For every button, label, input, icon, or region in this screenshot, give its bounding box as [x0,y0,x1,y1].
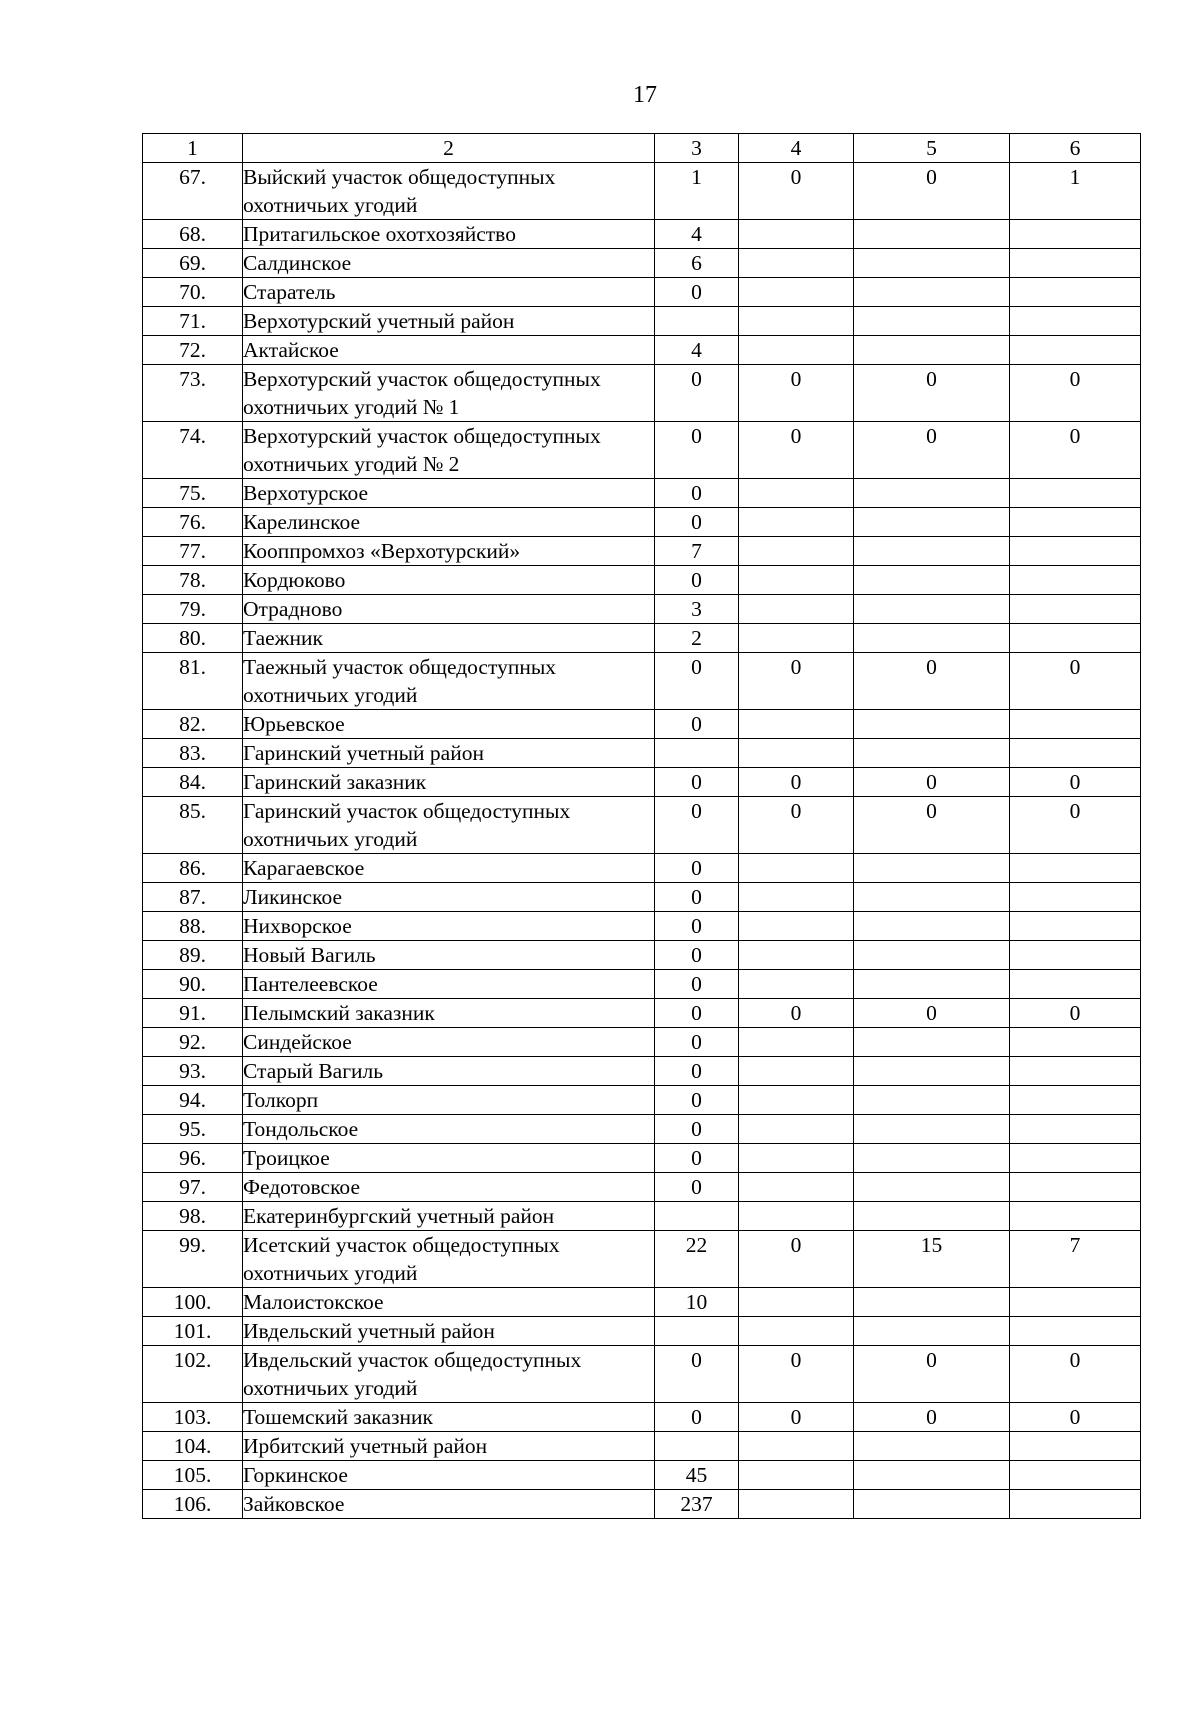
row-col-4 [739,1490,854,1519]
row-col-6 [1010,1115,1141,1144]
table-row [143,566,1141,595]
row-number: 93. [143,1057,243,1086]
row-col-4 [739,941,854,970]
row-col-3: 0 [655,710,739,739]
row-col-3: 0 [655,854,739,883]
row-col-6: 0 [1010,365,1141,422]
table-row [143,1432,1141,1461]
row-col-4 [739,1317,854,1346]
table-row [143,768,1141,797]
row-col-4 [739,624,854,653]
table-row [143,710,1141,739]
row-name: Ликинское [243,883,655,912]
row-number: 95. [143,1115,243,1144]
row-col-4 [739,1057,854,1086]
table-row [143,912,1141,941]
row-col-5 [854,854,1010,883]
row-col-6 [1010,1461,1141,1490]
table-row [143,1144,1141,1173]
row-number: 71. [143,307,243,336]
row-col-6 [1010,479,1141,508]
row-col-5 [854,249,1010,278]
row-col-6 [1010,1057,1141,1086]
row-name: Новый Вагиль [243,941,655,970]
row-col-4 [739,1202,854,1231]
row-col-3: 4 [655,336,739,365]
table-row [143,970,1141,999]
row-col-3: 0 [655,508,739,537]
table-row [143,624,1141,653]
row-col-5 [854,739,1010,768]
row-col-3: 0 [655,278,739,307]
row-col-4 [739,307,854,336]
row-col-5: 0 [854,163,1010,220]
row-col-5 [854,278,1010,307]
row-col-5 [854,970,1010,999]
table-row [143,941,1141,970]
table-row [143,1028,1141,1057]
row-col-3: 0 [655,365,739,422]
table-row [143,1231,1141,1288]
row-col-6 [1010,941,1141,970]
table-row [143,278,1141,307]
row-col-3 [655,307,739,336]
row-number: 94. [143,1086,243,1115]
row-number: 91. [143,999,243,1028]
row-number: 87. [143,883,243,912]
row-number: 84. [143,768,243,797]
row-col-3 [655,1432,739,1461]
table-row [143,537,1141,566]
row-name: Юрьевское [243,710,655,739]
row-name: Синдейское [243,1028,655,1057]
row-col-6 [1010,1144,1141,1173]
row-col-5 [854,1173,1010,1202]
row-col-3: 3 [655,595,739,624]
table-header-row [143,134,1141,163]
row-name: Тошемский заказник [243,1403,655,1432]
row-col-5: 15 [854,1231,1010,1288]
row-col-3: 0 [655,797,739,854]
row-name: Отрадново [243,595,655,624]
row-col-5 [854,1057,1010,1086]
table-row [143,883,1141,912]
row-name: Выйский участок общедоступных охотничьих угодий [243,163,655,220]
row-col-6 [1010,307,1141,336]
row-name: Верхотурский участок общедоступных охотничьих угодий № 1 [243,365,655,422]
row-number: 104. [143,1432,243,1461]
row-number: 77. [143,537,243,566]
row-name: Верхотурское [243,479,655,508]
table-row [143,1288,1141,1317]
row-col-6: 0 [1010,1403,1141,1432]
row-col-5 [854,220,1010,249]
row-number: 105. [143,1461,243,1490]
row-col-6 [1010,1432,1141,1461]
row-name: Троицкое [243,1144,655,1173]
row-name: Салдинское [243,249,655,278]
row-col-6 [1010,739,1141,768]
row-col-5 [854,508,1010,537]
row-col-3: 2 [655,624,739,653]
row-number: 99. [143,1231,243,1288]
row-col-6 [1010,278,1141,307]
row-col-6: 0 [1010,1346,1141,1403]
row-number: 90. [143,970,243,999]
row-col-4 [739,912,854,941]
table-row [143,1202,1141,1231]
row-name: Ивдельский учетный район [243,1317,655,1346]
row-col-6 [1010,508,1141,537]
row-col-4 [739,566,854,595]
table-row [143,999,1141,1028]
row-col-3: 4 [655,220,739,249]
header-col-4: 4 [739,134,854,163]
row-col-4 [739,1461,854,1490]
row-number: 103. [143,1403,243,1432]
row-col-4 [739,479,854,508]
row-col-3: 0 [655,1057,739,1086]
row-col-6 [1010,249,1141,278]
row-col-4: 0 [739,1231,854,1288]
row-col-6 [1010,1490,1141,1519]
row-col-4: 0 [739,163,854,220]
row-name: Актайское [243,336,655,365]
row-number: 82. [143,710,243,739]
row-number: 98. [143,1202,243,1231]
row-col-4: 0 [739,653,854,710]
row-name: Малоистокское [243,1288,655,1317]
row-col-5: 0 [854,768,1010,797]
row-col-5 [854,307,1010,336]
page-number: 17 [633,82,657,108]
row-col-4: 0 [739,1403,854,1432]
row-name: Нихворское [243,912,655,941]
row-col-6: 0 [1010,999,1141,1028]
row-col-3: 10 [655,1288,739,1317]
row-col-6 [1010,883,1141,912]
table-row [143,1317,1141,1346]
row-number: 80. [143,624,243,653]
row-name: Притагильское охотхозяйство [243,220,655,249]
header-col-6: 6 [1010,134,1141,163]
row-number: 72. [143,336,243,365]
table-row [143,336,1141,365]
row-col-4 [739,970,854,999]
row-col-6 [1010,912,1141,941]
row-col-3: 0 [655,1086,739,1115]
row-col-4 [739,883,854,912]
row-col-3: 22 [655,1231,739,1288]
header-col-2: 2 [243,134,655,163]
row-number: 75. [143,479,243,508]
row-col-3: 0 [655,422,739,479]
table-row [143,595,1141,624]
row-name: Пантелеевское [243,970,655,999]
row-col-6: 0 [1010,797,1141,854]
table-row [143,854,1141,883]
row-number: 100. [143,1288,243,1317]
row-name: Исетский участок общедоступных охотничьих угодий [243,1231,655,1288]
table-row [143,249,1141,278]
row-col-6 [1010,1317,1141,1346]
row-col-3: 0 [655,566,739,595]
row-col-5 [854,479,1010,508]
row-name: Верхотурский учетный район [243,307,655,336]
table-row [143,479,1141,508]
row-col-6 [1010,537,1141,566]
row-col-3: 1 [655,163,739,220]
row-number: 67. [143,163,243,220]
row-name: Тондольское [243,1115,655,1144]
row-number: 101. [143,1317,243,1346]
row-name: Гаринский заказник [243,768,655,797]
row-col-3: 0 [655,1173,739,1202]
row-col-3: 0 [655,1346,739,1403]
row-col-4 [739,1144,854,1173]
table-row [143,220,1141,249]
table-row [143,422,1141,479]
row-name: Карагаевское [243,854,655,883]
row-col-3: 0 [655,1144,739,1173]
row-col-6 [1010,624,1141,653]
row-name: Гаринский участок общедоступных охотничьих угодий [243,797,655,854]
row-col-5 [854,566,1010,595]
row-col-4 [739,1432,854,1461]
row-col-6: 0 [1010,768,1141,797]
row-col-5 [854,336,1010,365]
row-col-5: 0 [854,365,1010,422]
row-col-4 [739,1115,854,1144]
row-col-3: 0 [655,653,739,710]
row-col-6 [1010,1086,1141,1115]
table-row [143,1490,1141,1519]
row-name: Толкорп [243,1086,655,1115]
header-col-5: 5 [854,134,1010,163]
row-name: Федотовское [243,1173,655,1202]
row-col-6 [1010,1202,1141,1231]
row-number: 74. [143,422,243,479]
row-col-3 [655,739,739,768]
row-col-4 [739,854,854,883]
row-col-5 [854,1317,1010,1346]
row-col-5 [854,595,1010,624]
table-row [143,1057,1141,1086]
row-name: Зайковское [243,1490,655,1519]
table-row [143,1115,1141,1144]
row-number: 73. [143,365,243,422]
row-col-6 [1010,1028,1141,1057]
table-row [143,739,1141,768]
row-col-6 [1010,336,1141,365]
row-number: 79. [143,595,243,624]
row-name: Таежник [243,624,655,653]
row-number: 83. [143,739,243,768]
row-col-6 [1010,1173,1141,1202]
row-col-3: 237 [655,1490,739,1519]
hunting-grounds-table [142,133,1141,1519]
row-col-5 [854,537,1010,566]
row-number: 86. [143,854,243,883]
row-col-4 [739,249,854,278]
row-col-5 [854,1432,1010,1461]
row-col-5: 0 [854,797,1010,854]
row-col-5 [854,1028,1010,1057]
row-name: Пелымский заказник [243,999,655,1028]
row-col-6: 0 [1010,653,1141,710]
row-col-3: 0 [655,768,739,797]
row-col-5: 0 [854,653,1010,710]
row-col-5 [854,1288,1010,1317]
row-col-5: 0 [854,422,1010,479]
row-col-3: 0 [655,999,739,1028]
row-col-5: 0 [854,1346,1010,1403]
row-col-3: 0 [655,1403,739,1432]
table-row [143,1461,1141,1490]
row-col-4 [739,537,854,566]
row-col-5: 0 [854,1403,1010,1432]
table-row [143,653,1141,710]
row-col-3 [655,1202,739,1231]
row-number: 89. [143,941,243,970]
table-row [143,508,1141,537]
row-col-6 [1010,710,1141,739]
row-col-6: 7 [1010,1231,1141,1288]
row-col-4: 0 [739,797,854,854]
table-row [143,1173,1141,1202]
row-col-3: 0 [655,883,739,912]
row-col-5 [854,1202,1010,1231]
row-number: 78. [143,566,243,595]
row-number: 68. [143,220,243,249]
row-number: 70. [143,278,243,307]
row-col-4 [739,1173,854,1202]
row-col-6 [1010,970,1141,999]
row-number: 81. [143,653,243,710]
row-name: Старатель [243,278,655,307]
row-name: Ивдельский участок общедоступных охотничьих угодий [243,1346,655,1403]
row-col-3: 45 [655,1461,739,1490]
row-col-5 [854,1115,1010,1144]
row-col-5 [854,883,1010,912]
row-name: Екатеринбургский учетный район [243,1202,655,1231]
row-col-3: 0 [655,1115,739,1144]
row-name: Кооппромхоз «Верхотурский» [243,537,655,566]
table-row [143,163,1141,220]
row-col-3: 0 [655,912,739,941]
row-col-6: 0 [1010,422,1141,479]
row-number: 85. [143,797,243,854]
row-col-5 [854,941,1010,970]
row-number: 69. [143,249,243,278]
row-col-5: 0 [854,999,1010,1028]
header-col-1: 1 [143,134,243,163]
row-name: Карелинское [243,508,655,537]
row-col-3 [655,1317,739,1346]
row-number: 76. [143,508,243,537]
row-col-4 [739,220,854,249]
row-col-4 [739,1086,854,1115]
row-number: 96. [143,1144,243,1173]
row-name: Ирбитский учетный район [243,1432,655,1461]
row-col-6 [1010,220,1141,249]
row-col-4: 0 [739,422,854,479]
row-col-6 [1010,854,1141,883]
row-col-5 [854,710,1010,739]
row-number: 97. [143,1173,243,1202]
row-col-5 [854,1144,1010,1173]
row-col-3: 0 [655,941,739,970]
row-number: 102. [143,1346,243,1403]
row-name: Таежный участок общедоступных охотничьих угодий [243,653,655,710]
row-name: Верхотурский участок общедоступных охотничьих угодий № 2 [243,422,655,479]
row-col-4: 0 [739,999,854,1028]
row-col-4 [739,336,854,365]
row-col-6: 1 [1010,163,1141,220]
row-col-6 [1010,566,1141,595]
row-col-5 [854,1086,1010,1115]
row-col-5 [854,912,1010,941]
row-col-6 [1010,1288,1141,1317]
row-col-4 [739,1288,854,1317]
table-row [143,1346,1141,1403]
row-col-4 [739,1028,854,1057]
row-col-6 [1010,595,1141,624]
row-col-4: 0 [739,365,854,422]
table-row [143,365,1141,422]
row-name: Старый Вагиль [243,1057,655,1086]
table-row [143,307,1141,336]
row-col-4 [739,739,854,768]
row-number: 88. [143,912,243,941]
row-col-3: 7 [655,537,739,566]
row-number: 106. [143,1490,243,1519]
row-col-4 [739,595,854,624]
row-col-4: 0 [739,1346,854,1403]
row-col-3: 0 [655,970,739,999]
row-col-5 [854,1461,1010,1490]
table-row [143,1086,1141,1115]
row-col-3: 6 [655,249,739,278]
table-row [143,797,1141,854]
row-col-4 [739,278,854,307]
row-col-4 [739,508,854,537]
row-col-4: 0 [739,768,854,797]
table-body [143,134,1141,1519]
row-col-5 [854,1490,1010,1519]
row-name: Горкинское [243,1461,655,1490]
header-col-3: 3 [655,134,739,163]
row-col-3: 0 [655,1028,739,1057]
row-col-4 [739,710,854,739]
row-col-5 [854,624,1010,653]
row-number: 92. [143,1028,243,1057]
row-col-3: 0 [655,479,739,508]
row-name: Гаринский учетный район [243,739,655,768]
row-name: Кордюково [243,566,655,595]
table-row [143,1403,1141,1432]
